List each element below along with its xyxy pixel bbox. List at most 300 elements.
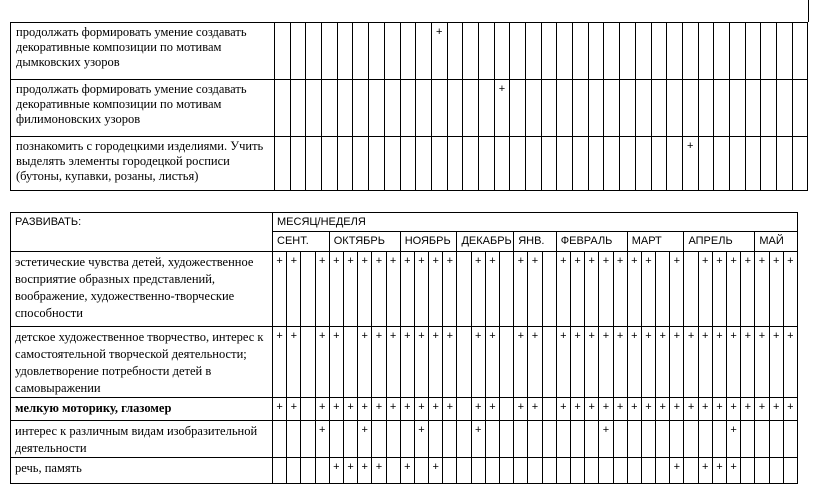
empty-cell [542, 421, 556, 458]
plus-mark: + [613, 252, 627, 327]
empty-cell [635, 80, 651, 137]
empty-cell [761, 137, 777, 191]
empty-cell [641, 421, 655, 458]
empty-cell [682, 23, 698, 80]
develop-row-description: эстетические чувства детей, художественное восприятие образных представлений, воображение, художественно-творческие способности [11, 252, 273, 327]
empty-cell [620, 80, 636, 137]
plus-mark: + [599, 252, 613, 327]
plus-mark: + [400, 252, 414, 327]
empty-cell [510, 80, 526, 137]
empty-cell [783, 458, 797, 484]
empty-cell [478, 23, 494, 80]
empty-cell [573, 23, 589, 80]
empty-cell [478, 137, 494, 191]
empty-cell [541, 80, 557, 137]
plus-mark: + [599, 398, 613, 421]
empty-cell [585, 421, 599, 458]
empty-cell [510, 23, 526, 80]
empty-cell [783, 421, 797, 458]
empty-cell [769, 421, 783, 458]
plus-mark: + [386, 252, 400, 327]
empty-cell [729, 137, 745, 191]
plus-mark: + [443, 327, 457, 398]
empty-cell [457, 458, 471, 484]
plus-mark: + [528, 252, 542, 327]
empty-cell [400, 23, 416, 80]
empty-cell [755, 458, 769, 484]
plus-mark: + [273, 252, 287, 327]
plus-mark: + [343, 252, 357, 327]
empty-cell [557, 23, 573, 80]
empty-cell [570, 458, 584, 484]
plus-mark: + [485, 252, 499, 327]
empty-cell [315, 458, 329, 484]
empty-cell [514, 458, 528, 484]
empty-cell [698, 23, 714, 80]
plus-mark: + [400, 327, 414, 398]
plus-mark: + [471, 327, 485, 398]
empty-cell [301, 327, 315, 398]
plus-mark: + [613, 398, 627, 421]
empty-cell [684, 458, 698, 484]
develop-row [11, 398, 798, 421]
plus-mark: + [372, 252, 386, 327]
empty-cell [353, 23, 369, 80]
empty-cell [306, 23, 322, 80]
empty-cell [500, 252, 514, 327]
plus-mark: + [698, 458, 712, 484]
empty-cell [557, 80, 573, 137]
plus-mark: + [429, 252, 443, 327]
empty-cell [684, 252, 698, 327]
plus-mark: + [429, 458, 443, 484]
plus-mark: + [769, 327, 783, 398]
empty-cell [273, 421, 287, 458]
empty-cell [729, 80, 745, 137]
plus-mark: + [273, 398, 287, 421]
plus-mark: + [358, 421, 372, 458]
empty-cell [416, 23, 432, 80]
plus-mark: + [727, 398, 741, 421]
plus-mark: + [343, 398, 357, 421]
empty-cell [667, 23, 683, 80]
empty-cell [627, 421, 641, 458]
empty-cell [588, 137, 604, 191]
plus-mark: + [471, 421, 485, 458]
empty-cell [416, 80, 432, 137]
plus-mark: + [712, 252, 726, 327]
top-row [11, 80, 808, 137]
empty-cell [656, 458, 670, 484]
plus-mark: + [783, 327, 797, 398]
empty-cell [457, 252, 471, 327]
empty-cell [588, 23, 604, 80]
plus-mark: + [670, 458, 684, 484]
empty-cell [485, 458, 499, 484]
empty-cell [604, 137, 620, 191]
empty-cell [478, 80, 494, 137]
empty-cell [386, 458, 400, 484]
top-row-description: продолжать формировать умение создавать декоративные композиции по мотивам филимоновских узоров [11, 80, 275, 137]
top-row-description: познакомить с городецкими изделиями. Учить выделять элементы городецкой росписи (бутоны, купавки, розаны, листья) [11, 137, 275, 191]
plus-mark: + [712, 398, 726, 421]
plus-mark: + [627, 398, 641, 421]
empty-cell [656, 252, 670, 327]
empty-cell [353, 137, 369, 191]
empty-cell [557, 137, 573, 191]
empty-cell [556, 458, 570, 484]
plus-mark: + [329, 327, 343, 398]
empty-cell [604, 80, 620, 137]
plus-mark: + [585, 398, 599, 421]
empty-cell [556, 421, 570, 458]
plus-mark: + [556, 327, 570, 398]
empty-cell [528, 421, 542, 458]
empty-cell [714, 137, 730, 191]
develop-row [11, 252, 798, 327]
empty-cell [542, 398, 556, 421]
plus-mark: + [755, 327, 769, 398]
plus-mark: + [528, 398, 542, 421]
empty-cell [755, 421, 769, 458]
empty-cell [698, 421, 712, 458]
empty-cell [429, 421, 443, 458]
empty-cell [769, 458, 783, 484]
page-edge-line [808, 0, 809, 22]
empty-cell [301, 458, 315, 484]
empty-cell [641, 458, 655, 484]
plus-mark: + [372, 327, 386, 398]
plus-mark: + [627, 327, 641, 398]
plus-mark: + [414, 398, 428, 421]
empty-cell [528, 458, 542, 484]
empty-cell [651, 80, 667, 137]
plus-mark: + [656, 398, 670, 421]
plus-mark: + [641, 327, 655, 398]
empty-cell [698, 80, 714, 137]
plus-mark: + [585, 327, 599, 398]
empty-cell [400, 137, 416, 191]
month-week-header: МЕСЯЦ/НЕДЕЛЯ [273, 213, 798, 232]
plus-mark: + [627, 252, 641, 327]
empty-cell [337, 80, 353, 137]
plus-mark: + [670, 327, 684, 398]
plus-mark: + [315, 398, 329, 421]
plus-mark: + [556, 398, 570, 421]
empty-cell [613, 421, 627, 458]
plus-mark: + [400, 458, 414, 484]
empty-cell [741, 421, 755, 458]
plus-mark: + [494, 80, 510, 137]
plus-mark: + [485, 327, 499, 398]
plus-mark: + [372, 398, 386, 421]
plus-mark: + [570, 398, 584, 421]
empty-cell [510, 137, 526, 191]
empty-cell [494, 23, 510, 80]
develop-header: РАЗВИВАТЬ: [11, 213, 273, 252]
plus-mark: + [727, 458, 741, 484]
plus-mark: + [414, 327, 428, 398]
plus-mark: + [358, 327, 372, 398]
empty-cell [322, 137, 338, 191]
plus-mark: + [698, 252, 712, 327]
plus-mark: + [372, 458, 386, 484]
plus-mark: + [656, 327, 670, 398]
empty-cell [301, 421, 315, 458]
empty-cell [400, 421, 414, 458]
plus-mark: + [755, 252, 769, 327]
empty-cell [777, 137, 793, 191]
plus-mark: + [613, 327, 627, 398]
empty-cell [667, 137, 683, 191]
empty-cell [343, 327, 357, 398]
top-row [11, 23, 808, 80]
empty-cell [635, 137, 651, 191]
empty-cell [500, 398, 514, 421]
empty-cell [620, 23, 636, 80]
empty-cell [290, 137, 306, 191]
empty-cell [613, 458, 627, 484]
empty-cell [463, 23, 479, 80]
empty-cell [656, 421, 670, 458]
empty-cell [275, 137, 291, 191]
empty-cell [542, 327, 556, 398]
plus-mark: + [670, 398, 684, 421]
empty-cell [745, 137, 761, 191]
empty-cell [329, 421, 343, 458]
top-table [10, 22, 808, 191]
empty-cell [698, 137, 714, 191]
develop-row [11, 327, 798, 398]
empty-cell [684, 421, 698, 458]
plus-mark: + [684, 327, 698, 398]
empty-cell [494, 137, 510, 191]
empty-cell [573, 137, 589, 191]
empty-cell [301, 398, 315, 421]
develop-row-description: интерес к различным видам изобразительной деятельности [11, 421, 273, 458]
empty-cell [447, 23, 463, 80]
plus-mark: + [315, 327, 329, 398]
top-row-description: продолжать формировать умение создавать декоративные композиции по мотивам дымковских узоров [11, 23, 275, 80]
plus-mark: + [741, 327, 755, 398]
empty-cell [386, 421, 400, 458]
plus-mark: + [755, 398, 769, 421]
month-header: СЕНТ. [273, 232, 330, 252]
empty-cell [714, 80, 730, 137]
empty-cell [447, 137, 463, 191]
empty-cell [273, 458, 287, 484]
empty-cell [792, 137, 808, 191]
plus-mark: + [670, 252, 684, 327]
empty-cell [729, 23, 745, 80]
plus-mark: + [783, 398, 797, 421]
empty-cell [463, 80, 479, 137]
empty-cell [457, 421, 471, 458]
plus-mark: + [741, 252, 755, 327]
plus-mark: + [400, 398, 414, 421]
plus-mark: + [414, 252, 428, 327]
plus-mark: + [443, 252, 457, 327]
plus-mark: + [769, 398, 783, 421]
month-header: ЯНВ. [514, 232, 557, 252]
plus-mark: + [712, 327, 726, 398]
empty-cell [414, 458, 428, 484]
empty-cell [651, 23, 667, 80]
empty-cell [599, 458, 613, 484]
empty-cell [353, 80, 369, 137]
empty-cell [372, 421, 386, 458]
empty-cell [306, 137, 322, 191]
develop-row [11, 458, 798, 484]
empty-cell [541, 23, 557, 80]
empty-cell [400, 80, 416, 137]
empty-cell [792, 23, 808, 80]
empty-cell [384, 23, 400, 80]
develop-table [10, 212, 798, 484]
empty-cell [526, 137, 542, 191]
plus-mark: + [769, 252, 783, 327]
plus-mark: + [514, 327, 528, 398]
empty-cell [322, 23, 338, 80]
month-header: ДЕКАБРЬ [457, 232, 514, 252]
plus-mark: + [727, 252, 741, 327]
plus-mark: + [698, 398, 712, 421]
empty-cell [500, 327, 514, 398]
plus-mark: + [471, 398, 485, 421]
plus-mark: + [783, 252, 797, 327]
top-row [11, 137, 808, 191]
empty-cell [761, 80, 777, 137]
plus-mark: + [485, 398, 499, 421]
empty-cell [542, 252, 556, 327]
empty-cell [343, 421, 357, 458]
plus-mark: + [414, 421, 428, 458]
plus-mark: + [585, 252, 599, 327]
plus-mark: + [570, 327, 584, 398]
plus-mark: + [329, 458, 343, 484]
plus-mark: + [443, 398, 457, 421]
plus-mark: + [641, 252, 655, 327]
empty-cell [604, 23, 620, 80]
empty-cell [714, 23, 730, 80]
plus-mark: + [315, 421, 329, 458]
plus-mark: + [698, 327, 712, 398]
empty-cell [275, 23, 291, 80]
empty-cell [667, 80, 683, 137]
empty-cell [500, 458, 514, 484]
empty-cell [443, 458, 457, 484]
empty-cell [514, 421, 528, 458]
plus-mark: + [570, 252, 584, 327]
empty-cell [682, 80, 698, 137]
plus-mark: + [741, 398, 755, 421]
plus-mark: + [358, 458, 372, 484]
empty-cell [777, 80, 793, 137]
empty-cell [457, 327, 471, 398]
empty-cell [620, 137, 636, 191]
plus-mark: + [329, 398, 343, 421]
plus-mark: + [386, 327, 400, 398]
month-header: АПРЕЛЬ [684, 232, 755, 252]
empty-cell [485, 421, 499, 458]
empty-cell [301, 252, 315, 327]
plus-mark: + [287, 327, 301, 398]
empty-cell [443, 421, 457, 458]
empty-cell [526, 80, 542, 137]
empty-cell [792, 80, 808, 137]
month-header: МАЙ [755, 232, 798, 252]
empty-cell [416, 137, 432, 191]
empty-cell [745, 80, 761, 137]
plus-mark: + [429, 327, 443, 398]
plus-mark: + [287, 252, 301, 327]
plus-mark: + [329, 252, 343, 327]
empty-cell [369, 137, 385, 191]
plus-mark: + [429, 398, 443, 421]
empty-cell [500, 421, 514, 458]
empty-cell [570, 421, 584, 458]
empty-cell [287, 458, 301, 484]
plus-mark: + [273, 327, 287, 398]
plus-mark: + [514, 252, 528, 327]
develop-row-description: мелкую моторику, глазомер [11, 398, 273, 421]
empty-cell [384, 137, 400, 191]
develop-row-description: детское художественное творчество, интерес к самостоятельной творческой деятельности; удовлетворение потребности детей в самовыражении [11, 327, 273, 398]
empty-cell [290, 80, 306, 137]
plus-mark: + [514, 398, 528, 421]
empty-cell [761, 23, 777, 80]
empty-cell [635, 23, 651, 80]
plus-mark: + [684, 398, 698, 421]
plus-mark: + [343, 458, 357, 484]
plus-mark: + [599, 421, 613, 458]
empty-cell [369, 23, 385, 80]
empty-cell [306, 80, 322, 137]
empty-cell [431, 80, 447, 137]
plus-mark: + [727, 327, 741, 398]
month-header: ФЕВРАЛЬ [556, 232, 627, 252]
empty-cell [712, 421, 726, 458]
plus-mark: + [712, 458, 726, 484]
empty-cell [541, 137, 557, 191]
empty-cell [745, 23, 761, 80]
plus-mark: + [287, 398, 301, 421]
empty-cell [457, 398, 471, 421]
empty-cell [322, 80, 338, 137]
plus-mark: + [727, 421, 741, 458]
empty-cell [471, 458, 485, 484]
plus-mark: + [682, 137, 698, 191]
empty-cell [431, 137, 447, 191]
plus-mark: + [641, 398, 655, 421]
plus-mark: + [358, 398, 372, 421]
plus-mark: + [315, 252, 329, 327]
plus-mark: + [556, 252, 570, 327]
plus-mark: + [431, 23, 447, 80]
empty-cell [447, 80, 463, 137]
month-header: ОКТЯБРЬ [329, 232, 400, 252]
develop-row [11, 421, 798, 458]
empty-cell [651, 137, 667, 191]
empty-cell [337, 137, 353, 191]
empty-cell [384, 80, 400, 137]
empty-cell [588, 80, 604, 137]
empty-cell [741, 458, 755, 484]
empty-cell [670, 421, 684, 458]
empty-cell [526, 23, 542, 80]
plus-mark: + [528, 327, 542, 398]
plus-mark: + [386, 398, 400, 421]
